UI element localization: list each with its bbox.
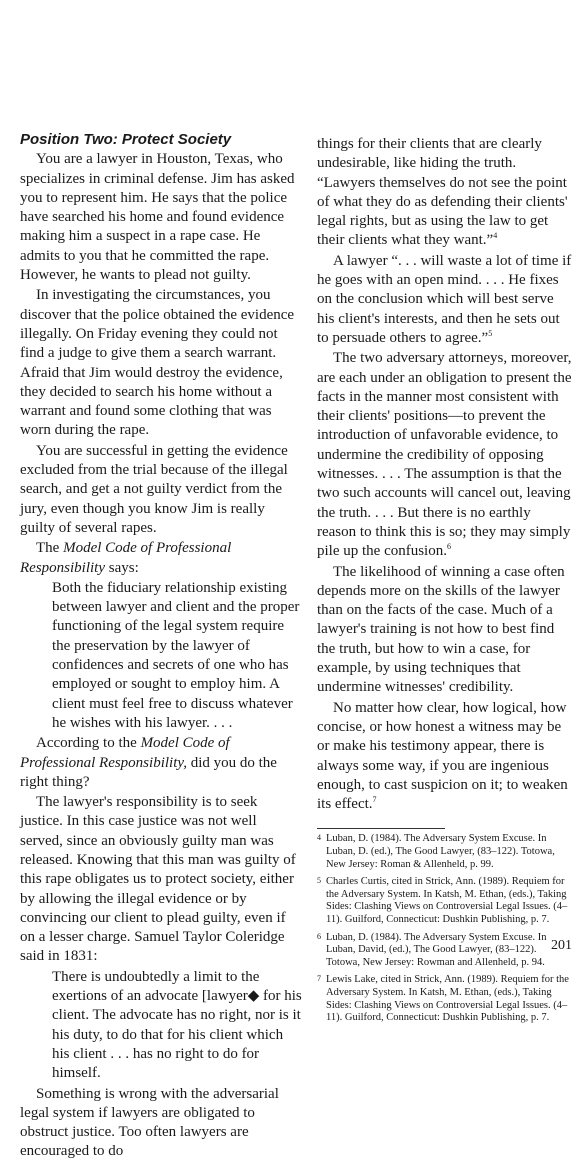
paragraph: You are a lawyer in Houston, Texas, who specializes in criminal defense. Jim has asked you to represent him. He says that the police have searched his home and found evidence making him a suspect in a rape case. He admits to you that he committed the rape. However, he wants to plead not guilty. bbox=[20, 151, 295, 284]
section-heading: Position Two: Protect Society bbox=[20, 131, 232, 148]
paragraph: Something is wrong with the adversarial legal system if lawyers are obligated to obstruct justice. Too often lawyers are encouraged to do bbox=[20, 1085, 279, 1160]
footnote-divider bbox=[317, 828, 445, 829]
page-number: 201 bbox=[551, 938, 572, 953]
paragraph: The lawyer's responsibility is to seek justice. In this case justice was not well served, since an obviously guilty man was released. Knowing that this man was guilty of this rape obligates us to protect society, either by allowing the illegal evidence or by convincing our client to plead guilty, even if on a lesser charge. Samuel Taylor Coleridge said in 1831: bbox=[20, 794, 296, 965]
paragraph: A lawyer “. . . will waste a lot of time if he goes with an open mind. . . . He fixes on the conclusion which will best serve his client's interests, and then he sets out to persuade others to agree.”$^5$ bbox=[317, 252, 572, 346]
left-column bbox=[20, 130, 303, 1163]
block-quote: The two adversary attorneys, moreover, are each under an obligation to present the facts in the manner most consistent with their clients' positions—to prevent the introduction of unfavorable evidence, to undermine the credibility of opposing witnesses. . . . The assumption is that the two such accounts will cancel out, leaving the truth. . . . But there is no earthly reason to think this is so; they may simply pile up the confusion.$^6$ bbox=[317, 350, 572, 560]
block-quote: There is undoubtedly a limit to the exertions of an advocate [lawyer◆ for his client. The advocate has no right, nor is it his duty, to do that for his client which his client . . . has no right to do for himself. bbox=[52, 968, 302, 1082]
paragraph: The Model Code of Professional Responsibility says: bbox=[20, 540, 232, 576]
footnote: 4 Luban, D. (1984). The Adversary System Excuse. In Luban, D. (ed.), The Good Lawyer, (83–122). Totowa, New Jersey: Roman & Allenheld, p. 99. bbox=[317, 833, 555, 870]
block-quote: Both the fiduciary relationship existing between lawyer and client and the proper functioning of the legal system require the preservation by the lawyer of confidences and secrets of one who has employed or sought to employ him. A client must feel free to discuss whatever he wishes with his lawyer. . . . bbox=[52, 579, 300, 731]
paragraph: No matter how clear, how logical, how concise, or how honest a witness may be or make his testimony appear, there is always some way, if you are ingenious enough, to cast suspicion on it; to weaken its effect.$^7$ bbox=[317, 699, 568, 813]
footnote: 6 Luban, D. (1984). The Adversary System Excuse. In Luban, David, (ed.), The Good Lawyer, (83–122). Totowa, New Jersey: Rowman and Allenheld, p. 94. bbox=[317, 931, 547, 968]
footnote: 7 Lewis Lake, cited in Strick, Ann. (1989). Requiem for the Adversary System. In Katsh, M. Ethan, (eds.), Taking Sides: Clashing Views on Controversial Legal Issues. (4–11). Guilford, Connecticut: Dushkin Publishing, p. 7. bbox=[317, 974, 569, 1024]
right-column bbox=[317, 135, 572, 1030]
paragraph: The likelihood of winning a case often depends more on the skills of the lawyer than on the facts of the case. Much of a lawyer's training is not how to best find the truth, but how to win a case, for example, by using techniques that undermine witnesses' credibility. bbox=[317, 563, 565, 696]
paragraph: You are successful in getting the evidence excluded from the trial because of the illegal search, and get a not guilty verdict from the jury, even though you know Jim is really guilty of several rapes. bbox=[20, 442, 288, 536]
paragraph: According to the Model Code of Professional Responsibility, did you do the right thing? bbox=[20, 735, 277, 790]
footnote: 5 Charles Curtis, cited in Strick, Ann. (1989). Requiem for the Adversary System. In Katsh, M. Ethan, (eds.), Taking Sides: Clashing Views on Controversial Legal Issues. (4–11). Guilford, Connecticut: Dushkin Publishing, p. 7. bbox=[317, 876, 568, 925]
paragraph: In investigating the circumstances, you discover that the police obtained the evidence illegally. On Friday evening they could not find a judge to give them a search warrant. Afraid that Jim would destroy the evidence, they decided to search his home without a warrant and found some clothing that was worn during the rape. bbox=[20, 287, 295, 439]
paragraph: things for their clients that are clearly undesirable, like hiding the truth. “Lawyers themselves do not see the point of what they do as defending their clients' legal rights, but as using the law to get their clients what they want.”$^4$ bbox=[317, 136, 568, 249]
